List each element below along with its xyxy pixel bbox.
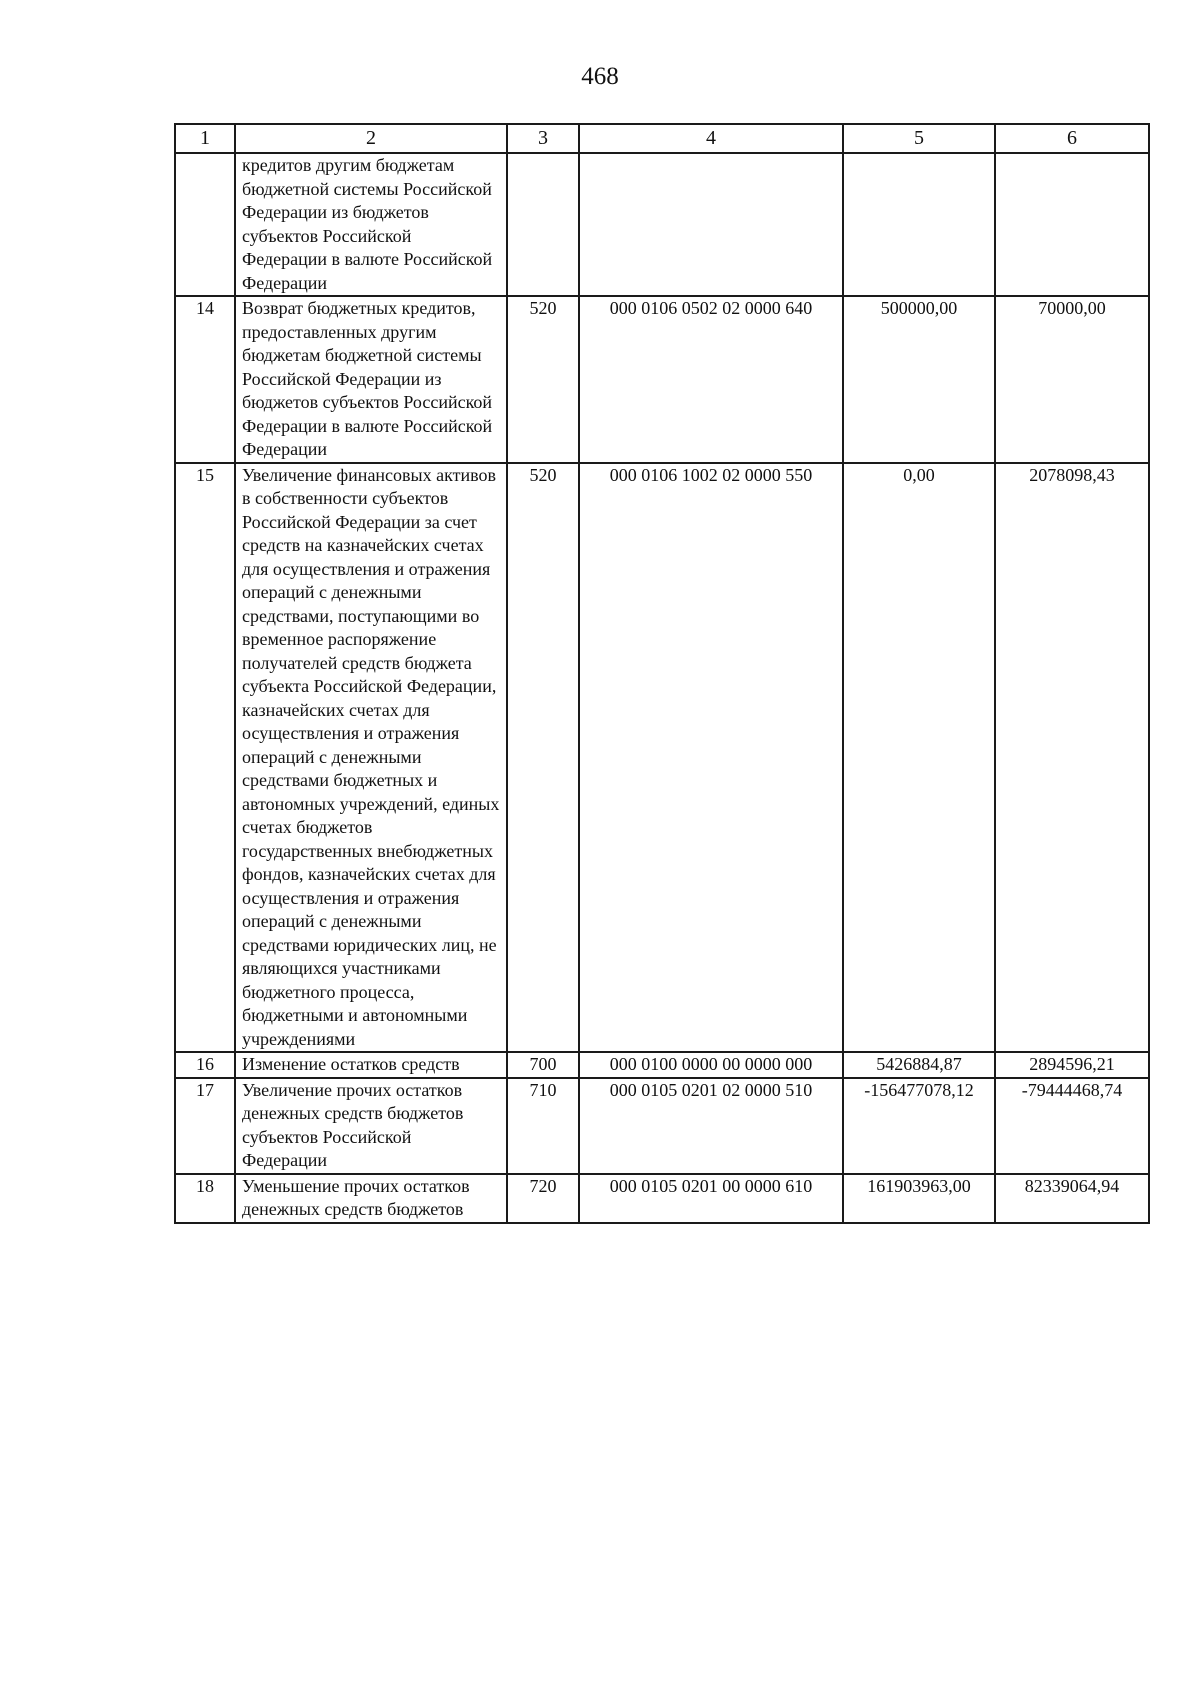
row-number: 16 [175, 1052, 235, 1078]
row-budget-code: 000 0106 0502 02 0000 640 [579, 296, 843, 463]
table-row [175, 1052, 1149, 1078]
header-col-3: 3 [507, 124, 579, 153]
table-row [175, 1174, 1149, 1223]
row-line-code [507, 153, 579, 296]
row-value-6: 82339064,94 [995, 1174, 1149, 1223]
row-name: Уменьшение прочих остатков денежных средств бюджетов [235, 1174, 507, 1223]
row-budget-code: 000 0105 0201 02 0000 510 [579, 1078, 843, 1174]
page-number: 468 [581, 63, 619, 90]
row-line-code: 700 [507, 1052, 579, 1078]
row-value-5: 500000,00 [843, 296, 995, 463]
row-line-code: 710 [507, 1078, 579, 1174]
row-value-5: 5426884,87 [843, 1052, 995, 1078]
table-row [175, 463, 1149, 1053]
header-col-2: 2 [235, 124, 507, 153]
row-budget-code: 000 0105 0201 00 0000 610 [579, 1174, 843, 1223]
row-value-5 [843, 153, 995, 296]
header-col-5: 5 [843, 124, 995, 153]
budget-table [174, 123, 1150, 1224]
row-name: Возврат бюджетных кредитов, предоставленных другим бюджетам бюджетной системы Российской Федерации из бюджетов субъектов Российской Федерации в валюте Российской Федерации [235, 296, 507, 463]
table-row [175, 1078, 1149, 1174]
table-row [175, 153, 1149, 296]
table-row [175, 296, 1149, 463]
row-name: Увеличение финансовых активов в собственности субъектов Российской Федерации за счет средств на казначейских счетах для осуществления и отражения операций с денежными средствами, поступающими во временное распоряжение получателей средств бюджета субъекта Российской Федерации, казначейских счетах для осуществления и отражения операций с денежными средствами бюджетных и автономных учреждений, единых счетах бюджетов государственных внебюджетных фондов, казначейских счетах для осуществления и отражения операций с денежными средствами юридических лиц, не являющихся участниками бюджетного процесса, бюджетными и автономными учреждениями [235, 463, 507, 1053]
row-number: 15 [175, 463, 235, 1053]
row-budget-code: 000 0106 1002 02 0000 550 [579, 463, 843, 1053]
row-number: 17 [175, 1078, 235, 1174]
header-col-1: 1 [175, 124, 235, 153]
row-value-5: 0,00 [843, 463, 995, 1053]
row-line-code: 520 [507, 463, 579, 1053]
row-value-6 [995, 153, 1149, 296]
row-value-5: -156477078,12 [843, 1078, 995, 1174]
row-number: 18 [175, 1174, 235, 1223]
row-value-6: 2078098,43 [995, 463, 1149, 1053]
header-col-6: 6 [995, 124, 1149, 153]
row-value-6: -79444468,74 [995, 1078, 1149, 1174]
row-number [175, 153, 235, 296]
row-value-5: 161903963,00 [843, 1174, 995, 1223]
row-name: Изменение остатков средств [235, 1052, 507, 1078]
row-line-code: 720 [507, 1174, 579, 1223]
row-value-6: 70000,00 [995, 296, 1149, 463]
row-name: Увеличение прочих остатков денежных средств бюджетов субъектов Российской Федерации [235, 1078, 507, 1174]
header-col-4: 4 [579, 124, 843, 153]
row-line-code: 520 [507, 296, 579, 463]
header-row [175, 124, 1149, 153]
row-value-6: 2894596,21 [995, 1052, 1149, 1078]
row-name: кредитов другим бюджетам бюджетной системы Российской Федерации из бюджетов субъектов Российской Федерации в валюте Российской Федерации [235, 153, 507, 296]
row-budget-code: 000 0100 0000 00 0000 000 [579, 1052, 843, 1078]
row-number: 14 [175, 296, 235, 463]
row-budget-code [579, 153, 843, 296]
